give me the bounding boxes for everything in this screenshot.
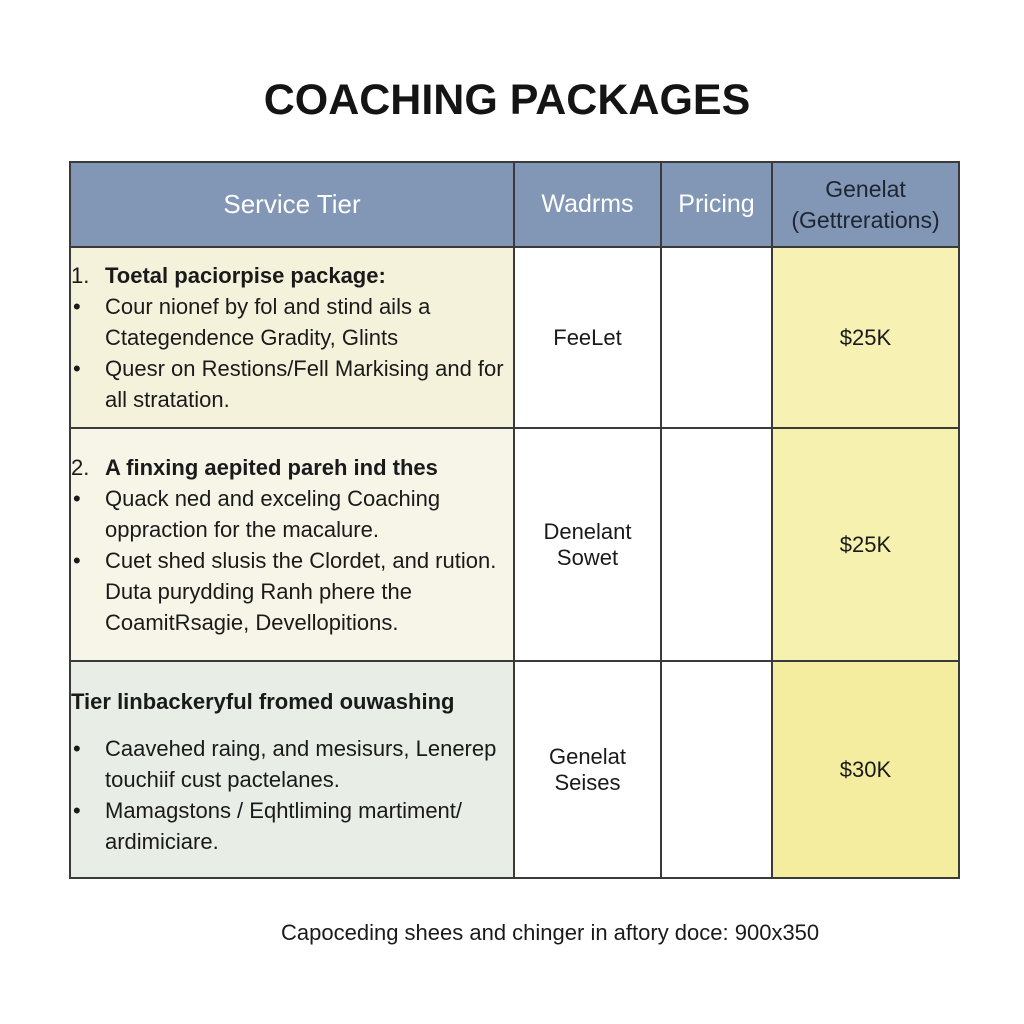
page-title: COACHING PACKAGES — [263, 76, 751, 124]
list-item: • Cuet shed slusis the Clordet, and rution. Duta purydding Ranh phere the CoamitRsagie, Devellopitions. — [71, 545, 513, 638]
tier-heading — [71, 260, 513, 291]
list-item: • Quesr on Restions/Fell Markising and for all stratation. — [71, 353, 513, 415]
header-general — [772, 162, 959, 247]
header-service-tier: Service Tier — [70, 162, 514, 247]
list-item: • Cour nionef by fol and stind ails a Ctategendence Gradity, Glints — [71, 291, 513, 353]
pricing-cell — [661, 247, 772, 428]
table-row — [70, 428, 959, 661]
tier-heading-text: Toetal paciorpise package: — [105, 263, 386, 288]
tier-cell — [70, 247, 514, 428]
general-cell: $30K — [772, 661, 959, 878]
tier-cell — [70, 661, 514, 878]
list-item: • Caavehed raing, and mesisurs, Lenerep touchiif cust pactelanes. — [71, 733, 513, 795]
general-cell: $25K — [772, 247, 959, 428]
header-pricing: Pricing — [661, 162, 772, 247]
bullet-list — [71, 483, 513, 638]
bullet-list — [71, 733, 513, 857]
general-cell: $25K — [772, 428, 959, 661]
wadrms-cell: Denelant Sowet — [514, 428, 661, 661]
bullet-list — [71, 291, 513, 415]
tier-heading-text: A finxing aepited pareh ind thes — [105, 454, 438, 480]
wadrms-cell: Genelat Seises — [514, 661, 661, 878]
header-general-line2: (Gettrerations) — [791, 206, 940, 233]
header-row — [70, 162, 959, 247]
table-row — [70, 247, 959, 428]
tier-number: 2. — [71, 454, 90, 480]
packages-table — [69, 161, 960, 879]
pricing-cell — [661, 661, 772, 878]
list-item: • Mamagstons / Eqhtliming martiment/ ardimiciare. — [71, 795, 513, 857]
header-general-line1: Genelat — [825, 175, 906, 202]
wadrms-cell: FeeLet — [514, 247, 661, 428]
footnote: Capoceding shees and chinger in aftory doce: 900x350 — [281, 920, 820, 945]
pricing-cell — [661, 428, 772, 661]
list-item: • Quack ned and exceling Coaching oppraction for the macalure. — [71, 483, 513, 545]
tier-cell — [70, 428, 514, 661]
tier-number: 1. — [71, 263, 90, 288]
tier-heading-text: Tier linbackeryful fromed ouwashing — [71, 689, 455, 714]
table-row — [70, 661, 959, 878]
header-wadrms: Wadrms — [514, 162, 661, 247]
tier-heading — [71, 452, 513, 483]
